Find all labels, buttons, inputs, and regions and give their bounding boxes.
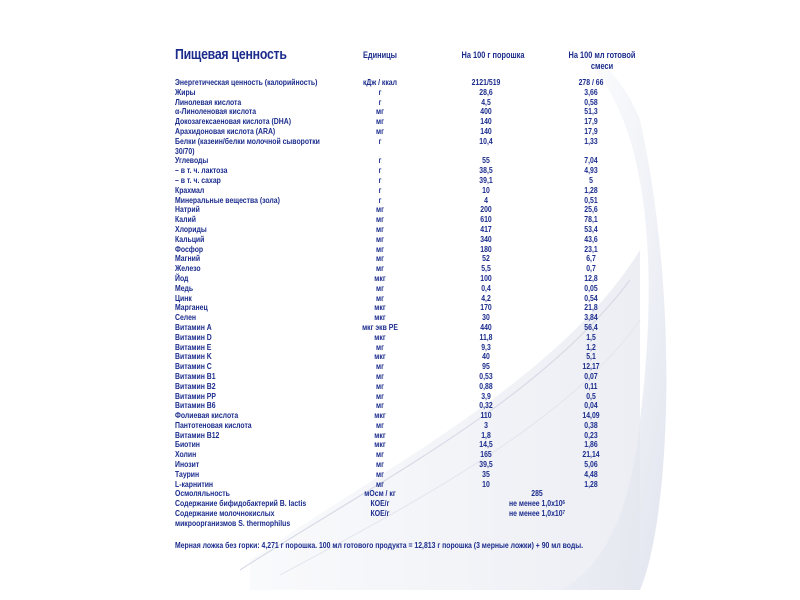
column-header-ready: На 100 мл готовой смеси [568,50,636,71]
nutrient-name: Витамин B1 [175,370,216,381]
nutrient-name: – в т. ч. лактоза [175,165,228,176]
table-row: – в т. ч. лактоза г 38,5 4,93 [175,165,598,176]
nutrient-name: Содержание молочнокислых микроорганизмов S. thermophilus [175,508,291,528]
table-row: Содержание молочнокислых микроорганизмов S. thermophilus КОЕ/г не менее $1,0х10^7$ [175,508,565,528]
nutrient-name: Цинк [175,292,192,303]
table-row: Фолиевая кислота мкг 110 14,09 [175,410,600,421]
table-row: Магний мг 52 6,7 [175,253,596,264]
nutrient-name: Белки (казеин/белки молочной сыворотки 30/70) [175,135,320,156]
nutrient-name: Кальций [175,233,205,244]
table-row: Марганец мкг 170 21,8 [175,302,598,313]
nutrient-name: Магний [175,253,201,264]
nutrient-name: Жиры [175,86,196,97]
column-header-powder: На 100 г порошка [461,50,525,60]
nutrient-name: Арахидоновая кислота (ARA) [175,125,276,136]
table-row: α-Линоленовая кислота мг 400 51,3 [175,106,598,117]
table-row: Биотин мкг 14,5 1,86 [175,439,598,450]
table-row: Таурин мг 35 4,48 [175,468,598,479]
nutrient-name: Минеральные вещества (зола) [175,194,280,205]
table-row: Осмоляльность мОсм / кг 285 [175,488,543,499]
nutrient-name: Витамин PP [175,390,216,401]
table-row: Фосфор мг 180 23,1 [175,243,598,254]
nutrient-name: Витамин A [175,321,212,332]
table-row: Линолевая кислота г 4,5 0,58 [175,96,598,107]
nutrient-name: Биотин [175,439,200,450]
nutrient-name: Линолевая кислота [175,96,242,107]
nutrient-name: Инозит [175,459,200,470]
nutrient-name: Витамин E [175,341,212,352]
table-row: Жиры г 28,6 3,66 [175,86,598,97]
table-row: Витамин B12 мкг 1,8 0,23 [175,429,598,440]
nutrient-name: Крахмал [175,184,205,195]
table-row: Минеральные вещества (зола) г 4 0,51 [175,194,598,205]
table-row: Калий мг 610 78,1 [175,214,598,225]
nutrient-name: Марганец [175,302,208,313]
nutrient-name: Витамин K [175,351,212,362]
exponent: 6 [562,500,565,507]
nutrient-name: Железо [175,263,201,274]
table-row: Железо мг 5,5 0,7 [175,263,596,274]
table-row: Кальций мг 340 43,6 [175,233,598,244]
nutrient-name: Хлориды [175,223,207,234]
table-row: Витамин C мг 95 12,17 [175,361,600,372]
merged-value-text: не менее 1,0х10 [509,508,563,519]
nutrient-name: α-Линоленовая кислота [175,106,257,117]
table-row: Содержание бифидобактерий B. lactis КОЕ/г не менее $1,0х10^6$ [175,498,565,509]
nutrient-name: Осмоляльность [175,488,230,499]
nutrient-name: Калий [175,214,196,225]
nutrient-name: Фолиевая кислота [175,410,239,421]
table-row: Пантотеновая кислота мг 3 0,38 [175,419,598,430]
nutrient-name: Витамин D [175,331,212,342]
table-row: – в т. ч. сахар г 39,1 5 [175,174,593,185]
nutrient-name: Энергетическая ценность (калорийность) [175,77,318,87]
table-row: Докозагексаеновая кислота (DHA) мг 140 17,9 [175,116,598,127]
nutrient-name: Холин [175,449,197,460]
table-row: Витамин K мкг 40 5,1 [175,351,596,362]
table-row: Витамин B6 мг 0,32 0,04 [175,400,598,411]
table-row: Цинк мг 4,2 0,54 [175,292,598,303]
table-row: Белки (казеин/белки молочной сыворотки 30/70) г 10,4 1,33 [175,135,598,156]
nutrient-name: Пантотеновая кислота [175,419,252,430]
nutrient-name: Витамин B12 [175,429,220,440]
nutrient-name: Фосфор [175,243,204,254]
table-row: Натрий мг 200 25,6 [175,204,598,215]
table-row: Инозит мг 39,5 5,06 [175,459,598,470]
table-row: Витамин A мкг экв РЕ 440 56,4 [175,321,598,332]
nutrient-name: L-карнитин [175,478,214,489]
column-header-unit: Единицы [363,50,397,60]
nutrient-name: Докозагексаеновая кислота (DHA) [175,116,291,127]
table-row: Витамин PP мг 3,9 0,5 [175,390,596,401]
nutrient-name: Йод [175,272,189,283]
nutrient-name: – в т. ч. сахар [175,174,221,185]
table-row: Углеводы г 55 7,04 [175,155,598,166]
table-row: Арахидоновая кислота (ARA) мг 140 17,9 [175,125,598,136]
table-row: Медь мг 0,4 0,05 [175,282,598,293]
nutrient-name: Медь [175,282,194,293]
table-row: Энергетическая ценность (калорийность) кДж / ккал 2121/519 278 / 66 [175,77,604,87]
table-row: Хлориды мг 417 53,4 [175,223,598,234]
nutrient-name: Таурин [175,468,200,479]
table-row: L-карнитин мг 10 1,28 [175,478,598,489]
table-row: Витамин E мг 9,3 1,2 [175,341,596,352]
table-row: Витамин B2 мг 0,88 0,11 [175,380,598,391]
nutrient-name: Содержание бифидобактерий B. lactis [175,498,307,509]
table-row: Холин мг 165 21,14 [175,449,600,460]
table-row: Витамин B1 мг 0,53 0,07 [175,370,598,381]
page-title: Пищевая ценность [175,47,287,63]
merged-value-wrap [509,509,565,519]
nutrient-name: Углеводы [175,155,209,166]
merged-value-text: не менее 1,0х10 [509,498,563,509]
nutrient-name: Витамин C [175,361,212,372]
nutrient-name: Витамин B2 [175,380,216,391]
nutrition-panel [175,42,635,582]
table-row: Крахмал г 10 1,28 [175,184,598,195]
table-row: Селен мкг 30 3,84 [175,312,598,323]
table-row: Йод мкг 100 12,8 [175,272,598,283]
table-row: Витамин D мкг 11,8 1,5 [175,331,596,342]
nutrition-table [175,78,635,529]
nutrient-name: Витамин B6 [175,400,216,411]
nutrient-name: Натрий [175,204,200,215]
nutrient-name: Селен [175,312,197,323]
footnote: Мерная ложка без горки: 4,271 г порошка. 100 мл готового продукта = 12,813 г порошка (3 мерные ложки) + 90 мл воды. [175,540,584,550]
exponent: 7 [562,510,565,517]
